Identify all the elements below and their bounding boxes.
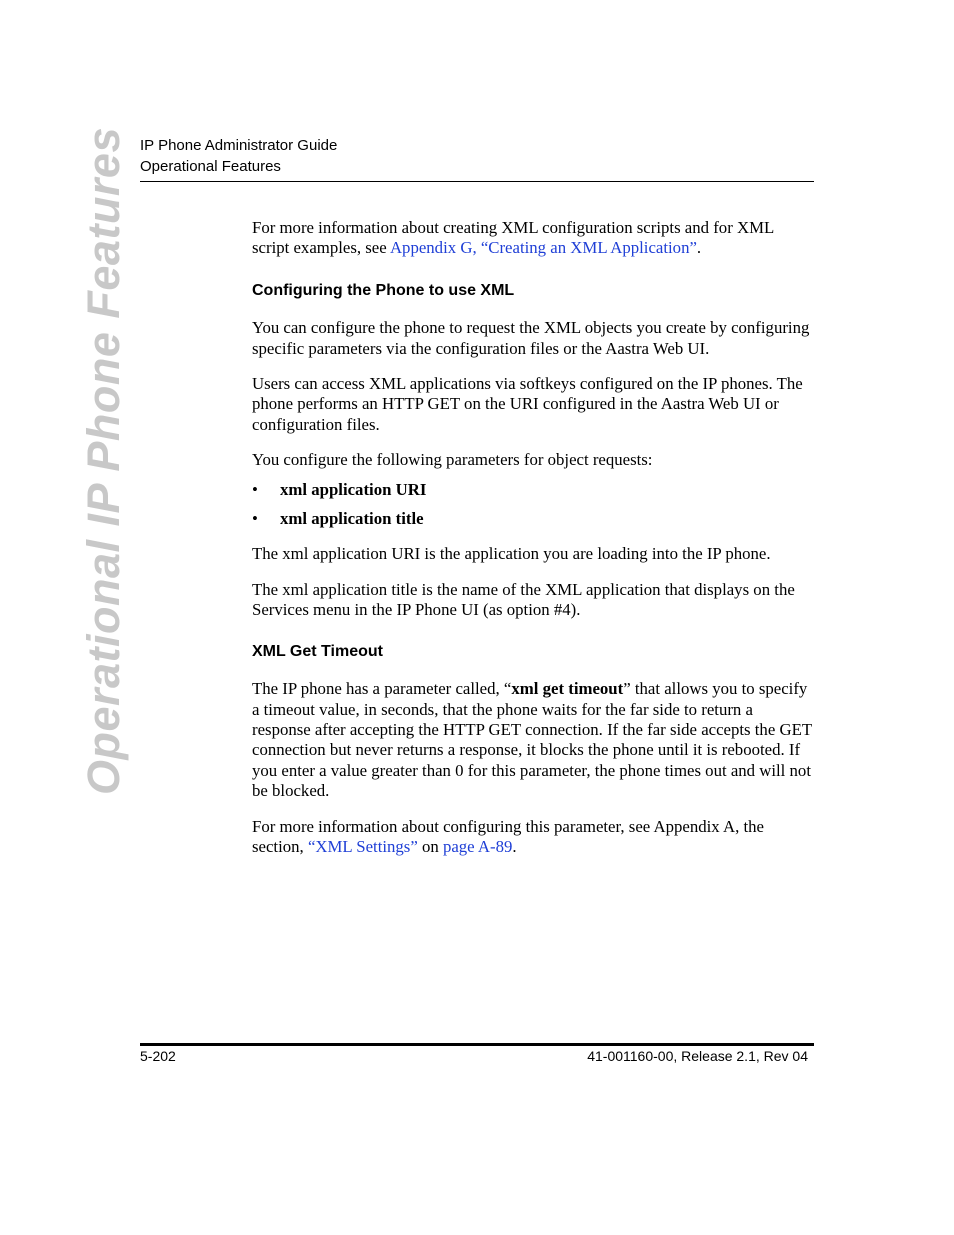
bullet-item (252, 480, 814, 500)
page-content (252, 218, 814, 857)
page-a89-link[interactable]: page A-89 (442, 836, 513, 856)
paragraph-uri: The xml application URI is the application you are loading into the IP phone. (252, 544, 771, 564)
bullet-text: xml application title (280, 509, 424, 529)
header-section-title: Operational Features (140, 158, 281, 175)
intro-text: For more information about creating XML configuration scripts and for XML script examples, see (252, 218, 774, 258)
section-heading-timeout: XML Get Timeout (252, 642, 383, 660)
more-info-end: . (512, 836, 517, 856)
header-guide-title: IP Phone Administrator Guide (140, 137, 338, 154)
more-info-mid: on (417, 836, 443, 856)
intro-paragraph (252, 218, 814, 259)
paragraph-more-info (252, 817, 814, 858)
bullet-text: xml application URI (280, 479, 427, 499)
intro-end: . (696, 238, 702, 258)
timeout-text-a: The IP phone has a parameter called, “ (252, 679, 512, 699)
document-id: 41-001160-00, Release 2.1, Rev 04 (587, 1048, 808, 1064)
bullet-marker: • (252, 479, 258, 499)
paragraph-softkeys: Users can access XML applications via softkeys configured on the IP phones. The phone performs an HTTP GET on the URI configured in the Aastra Web UI or configuration files. (252, 374, 803, 434)
more-info-text: For more information about configuring this parameter, see Appendix A, the section, (252, 816, 764, 856)
timeout-text-b: ” that allows you to specify a timeout value, in seconds, that the phone waits for the far side to return a response after accepting the HTTP GET connection. If the far side accepts the GET connection but never returns a response, it blocks the phone until it is rebooted. If you enter a value greater than 0 for this parameter, the phone times out and will not be blocked. (252, 679, 812, 801)
paragraph-configure: You can configure the phone to request the XML objects you create by configuring specific parameters via the configuration files or the Aastra Web UI. (252, 318, 810, 358)
footer-rule (140, 1043, 814, 1046)
xml-settings-link[interactable]: “XML Settings” (307, 836, 418, 856)
creating-xml-application-link[interactable]: “Creating an XML Application” (480, 238, 697, 258)
bullet-item (252, 509, 814, 529)
running-header (140, 135, 814, 177)
section-heading-configuring: Configuring the Phone to use XML (252, 281, 515, 299)
header-rule (140, 181, 814, 182)
side-chapter-title: Operational IP Phone Features (78, 127, 129, 795)
paragraph-parameters: You configure the following parameters for object requests: (252, 450, 653, 470)
paragraph-title: The xml application title is the name of the XML application that displays on the Services menu in the IP Phone UI (as option #4). (252, 579, 795, 620)
page-number: 5-202 (140, 1048, 176, 1064)
timeout-parameter-name: xml get timeout (511, 679, 624, 699)
paragraph-timeout (252, 679, 814, 801)
appendix-g-link[interactable]: Appendix G (389, 238, 473, 258)
link-separator: , (472, 238, 481, 258)
bullet-marker: • (252, 509, 258, 529)
